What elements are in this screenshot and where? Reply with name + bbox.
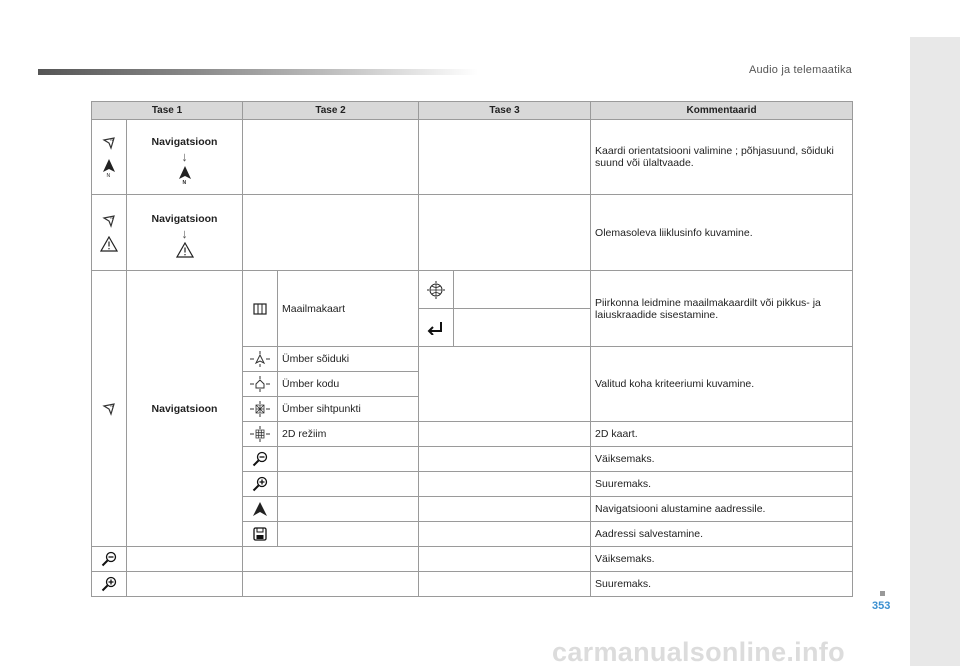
menu-table bbox=[91, 101, 853, 597]
level1-icon-cell bbox=[92, 547, 127, 572]
level2-icon-cell bbox=[243, 497, 278, 522]
comment-cell: Olemasoleva liiklusinfo kuvamine. bbox=[591, 195, 853, 271]
north-arrow-icon bbox=[177, 168, 193, 185]
level2-label: Ümber kodu bbox=[278, 372, 419, 397]
zoom-in-icon bbox=[252, 478, 268, 490]
level1-label: Navigatsioon bbox=[127, 271, 243, 547]
svg-text:N: N bbox=[110, 137, 113, 142]
level1-icon-cell bbox=[92, 120, 127, 195]
comment-cell: Suuremaks. bbox=[591, 572, 853, 597]
page-marker bbox=[880, 591, 885, 596]
map-orientation-icon bbox=[102, 137, 116, 149]
back-icon bbox=[427, 321, 445, 333]
level2-icon-cell bbox=[243, 422, 278, 447]
page-number: 353 bbox=[872, 600, 891, 612]
level1-label-cell bbox=[127, 195, 243, 271]
level2-icon-cell bbox=[243, 271, 278, 347]
comment-cell: Kaardi orientatsiooni valimine ; põhjasuund, sõiduki suund või ülaltvaade. bbox=[591, 120, 853, 195]
level2-icon-cell bbox=[243, 522, 278, 547]
col-header-level2: Tase 2 bbox=[243, 102, 419, 120]
header-gradient-bar bbox=[38, 69, 478, 75]
level2-label: Maailmakaart bbox=[278, 271, 419, 347]
level1-icon-cell bbox=[92, 195, 127, 271]
comment-cell: Suuremaks. bbox=[591, 472, 853, 497]
north-arrow-icon bbox=[101, 158, 117, 178]
table-row bbox=[92, 195, 853, 271]
table-row bbox=[92, 572, 853, 597]
level2-icon-cell bbox=[243, 347, 278, 372]
level1-label: Navigatsioon bbox=[151, 135, 218, 148]
level2-icon-cell bbox=[243, 447, 278, 472]
comment-cell: Valitud koha kriteeriumi kuvamine. bbox=[591, 347, 853, 422]
map-orientation-icon bbox=[102, 214, 116, 226]
svg-text:N: N bbox=[106, 173, 111, 178]
comment-cell: 2D kaart. bbox=[591, 422, 853, 447]
table-header-row bbox=[92, 102, 853, 120]
comment-cell: Aadressi salvestamine. bbox=[591, 522, 853, 547]
level1-label-cell bbox=[127, 120, 243, 195]
navigation-arrow-icon bbox=[252, 503, 268, 515]
svg-text:N: N bbox=[110, 214, 113, 220]
level2-icon-cell bbox=[243, 472, 278, 497]
level2-icon-cell bbox=[243, 372, 278, 397]
down-arrow-icon: ↓ bbox=[181, 226, 188, 241]
level2-label: Ümber sõiduki bbox=[278, 347, 419, 372]
level3-icon-cell bbox=[419, 309, 454, 347]
zoom-out-icon bbox=[252, 453, 268, 465]
warning-icon bbox=[100, 233, 118, 245]
map-orientation-icon bbox=[102, 402, 116, 414]
level3-icon-cell bbox=[419, 271, 454, 309]
col-header-level1: Tase 1 bbox=[92, 102, 243, 120]
level2-icon-cell bbox=[243, 397, 278, 422]
warning-icon bbox=[176, 244, 194, 256]
globe-icon bbox=[427, 283, 445, 295]
svg-text:N: N bbox=[182, 179, 186, 185]
col-header-level3: Tase 3 bbox=[419, 102, 591, 120]
level2-label: Ümber sihtpunkti bbox=[278, 397, 419, 422]
world-map-icon bbox=[253, 302, 267, 314]
zoom-out-icon bbox=[101, 553, 117, 565]
col-header-comments: Kommentaarid bbox=[591, 102, 853, 120]
table-row bbox=[92, 547, 853, 572]
table-row bbox=[92, 271, 853, 309]
vehicle-position-icon bbox=[250, 353, 270, 365]
section-title: Audio ja telemaatika bbox=[748, 64, 852, 76]
grid-2d-icon bbox=[250, 428, 270, 440]
svg-text:N: N bbox=[110, 402, 113, 408]
watermark: carmanualsonline.info bbox=[552, 637, 845, 667]
save-icon bbox=[253, 528, 267, 540]
comment-cell: Väiksemaks. bbox=[591, 447, 853, 472]
level1-icon-cell bbox=[92, 572, 127, 597]
zoom-in-icon bbox=[101, 578, 117, 590]
home-position-icon bbox=[250, 378, 270, 390]
page-sidebar bbox=[910, 37, 960, 666]
table-row bbox=[92, 120, 853, 195]
down-arrow-icon: ↓ bbox=[181, 148, 188, 164]
comment-cell: Väiksemaks. bbox=[591, 547, 853, 572]
level1-label: Navigatsioon bbox=[151, 213, 218, 225]
destination-position-icon bbox=[250, 403, 270, 415]
comment-cell: Piirkonna leidmine maailmakaardilt või pikkus- ja laiuskraadide sisestamine. bbox=[591, 271, 853, 347]
level2-label: 2D režiim bbox=[278, 422, 419, 447]
level1-icon-cell bbox=[92, 271, 127, 547]
comment-cell: Navigatsiooni alustamine aadressile. bbox=[591, 497, 853, 522]
